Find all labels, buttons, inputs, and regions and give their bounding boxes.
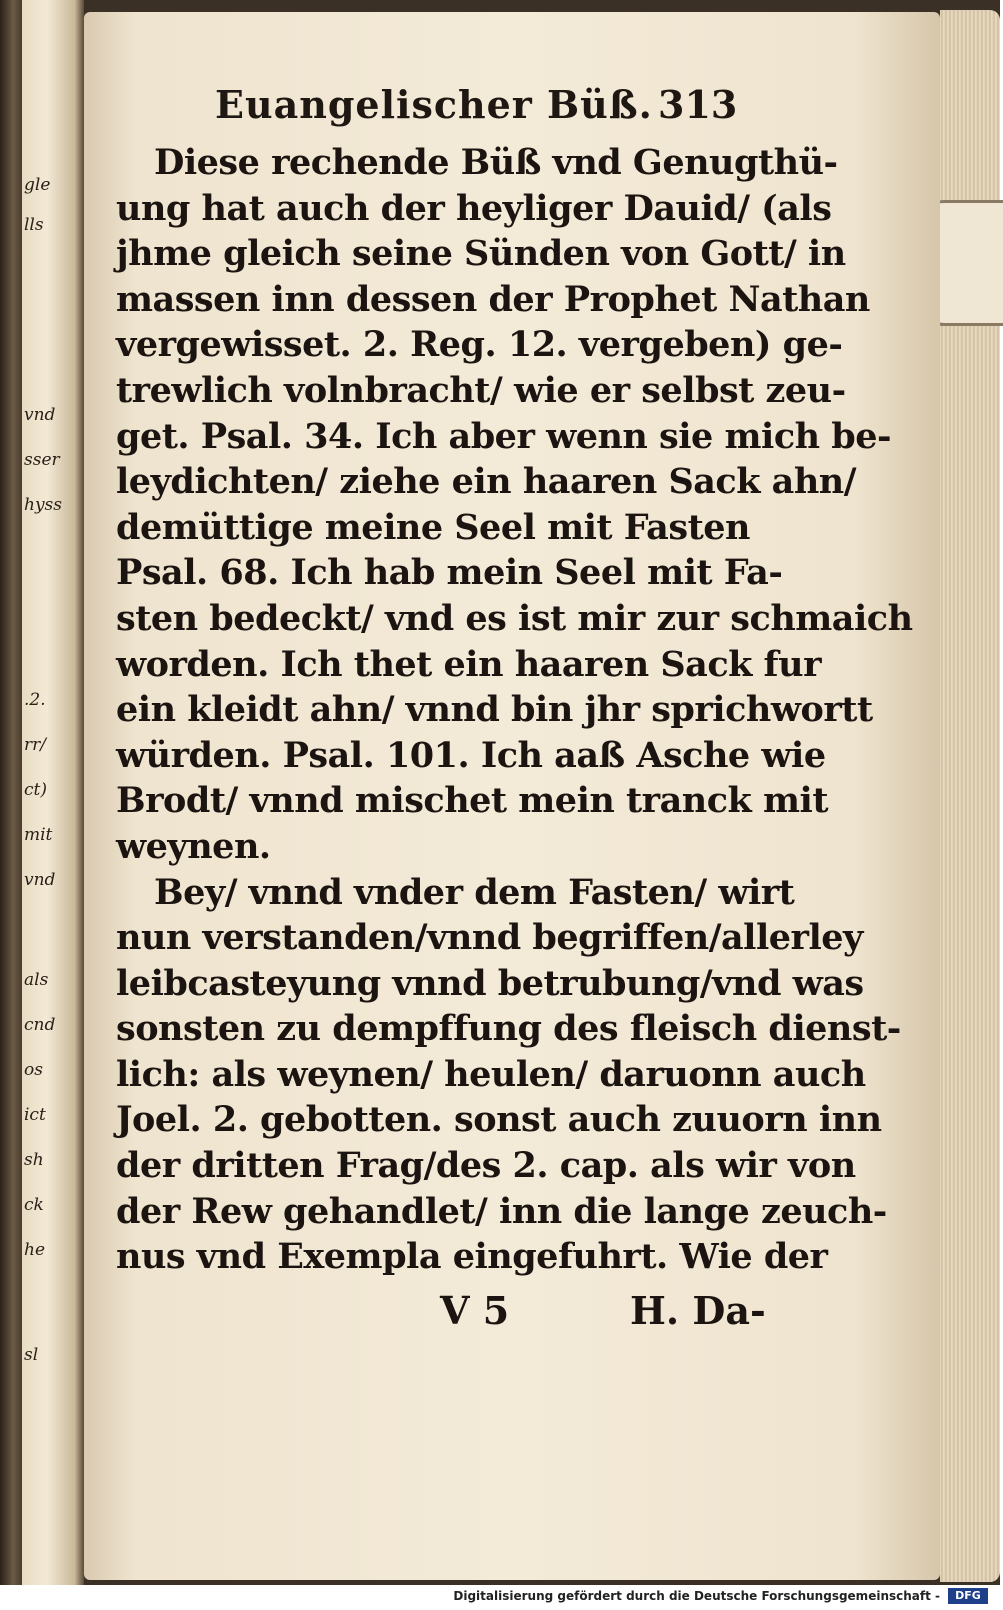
gutter-fragment: .2. bbox=[24, 690, 46, 710]
gutter-fragment: ct) bbox=[24, 780, 47, 800]
text-line: Bey/ vnnd vnder dem Fasten/ wirt bbox=[154, 871, 795, 913]
text-line: nus vnd Exempla eingefuhrt. Wie der bbox=[116, 1236, 828, 1278]
gutter-fragment: lls bbox=[24, 215, 44, 235]
text-line: sonsten zu dempffung des fleisch dienst- bbox=[116, 1008, 901, 1050]
gutter-fragment: hyss bbox=[24, 495, 63, 515]
gutter-fragment: ck bbox=[24, 1195, 44, 1215]
gutter-fragment: sh bbox=[24, 1150, 44, 1170]
gutter-fragment: os bbox=[24, 1060, 43, 1080]
gutter-fragment: vnd bbox=[24, 405, 56, 425]
text-line: der dritten Frag/des 2. cap. als wir von bbox=[116, 1145, 856, 1187]
text-line: demüttige meine Seel mit Fasten bbox=[116, 506, 750, 548]
text-line: massen inn dessen der Prophet Nathan bbox=[116, 278, 870, 320]
body-text bbox=[116, 140, 913, 1280]
text-line: get. Psal. 34. Ich aber wenn sie mich be- bbox=[116, 415, 892, 457]
text-line: der Rew gehandlet/ inn die lange zeuch- bbox=[116, 1190, 887, 1232]
page-number: 313 bbox=[658, 82, 738, 127]
dfg-logo: DFG bbox=[948, 1588, 988, 1604]
text-line: Diese rechende Büß vnd Genugthü- bbox=[154, 142, 838, 183]
running-title: Euangelischer Büß. bbox=[215, 82, 653, 127]
text-line: vergewisset. 2. Reg. 12. vergeben) ge- bbox=[116, 324, 843, 366]
text-line: weynen. bbox=[116, 825, 271, 867]
text-line: lich: als weynen/ heulen/ daruonn auch bbox=[116, 1053, 866, 1095]
text-line: würden. Psal. 101. Ich aaß Asche wie bbox=[116, 734, 826, 776]
catchword: H. Da- bbox=[630, 1288, 766, 1333]
gutter-fragment: rr/ bbox=[24, 735, 46, 755]
gutter-fragment: cnd bbox=[24, 1015, 56, 1035]
text-line: Joel. 2. gebotten. sonst auch zuuorn inn bbox=[116, 1099, 882, 1141]
text-line: ung hat auch der heyliger Dauid/ (als bbox=[116, 187, 832, 229]
text-line: Psal. 68. Ich hab mein Seel mit Fa- bbox=[116, 552, 783, 594]
gutter-fragment: gle bbox=[24, 175, 51, 195]
text-line: trewlich volnbracht/ wie er selbst zeu- bbox=[116, 369, 846, 411]
text-line: sten bedeckt/ vnd es ist mir zur schmaich bbox=[116, 597, 913, 639]
gutter-fragment: als bbox=[24, 970, 49, 990]
signature-mark: V 5 bbox=[440, 1288, 510, 1333]
text-line: worden. Ich thet ein haaren Sack fur bbox=[116, 643, 822, 685]
gutter-fragment: sl bbox=[24, 1345, 39, 1365]
text-line: leydichten/ ziehe ein haaren Sack ahn/ bbox=[116, 461, 857, 503]
gutter-fragment: sser bbox=[24, 450, 60, 470]
gutter-fragment: vnd bbox=[24, 870, 56, 890]
text-line: leibcasteyung vnnd betrubung/vnd was bbox=[116, 962, 864, 1004]
text-line: Brodt/ vnnd mischet mein tranck mit bbox=[116, 780, 828, 822]
text-line: jhme gleich seine Sünden von Gott/ in bbox=[116, 233, 846, 275]
gutter-fragment: mit bbox=[24, 825, 53, 845]
gutter-fragment: he bbox=[24, 1240, 46, 1260]
facing-page-gutter bbox=[22, 0, 84, 1585]
gutter-fragment: ict bbox=[24, 1105, 46, 1125]
left-page-binding bbox=[0, 0, 22, 1585]
text-line: ein kleidt ahn/ vnnd bin jhr sprichwortt bbox=[116, 689, 873, 731]
credit-text: Digitalisierung gefördert durch die Deutsche Forschungsgemeinschaft - bbox=[453, 1589, 940, 1603]
text-line: nun verstanden/vnnd begriffen/allerley bbox=[116, 917, 863, 959]
digitization-credit-bar bbox=[0, 1585, 1000, 1610]
